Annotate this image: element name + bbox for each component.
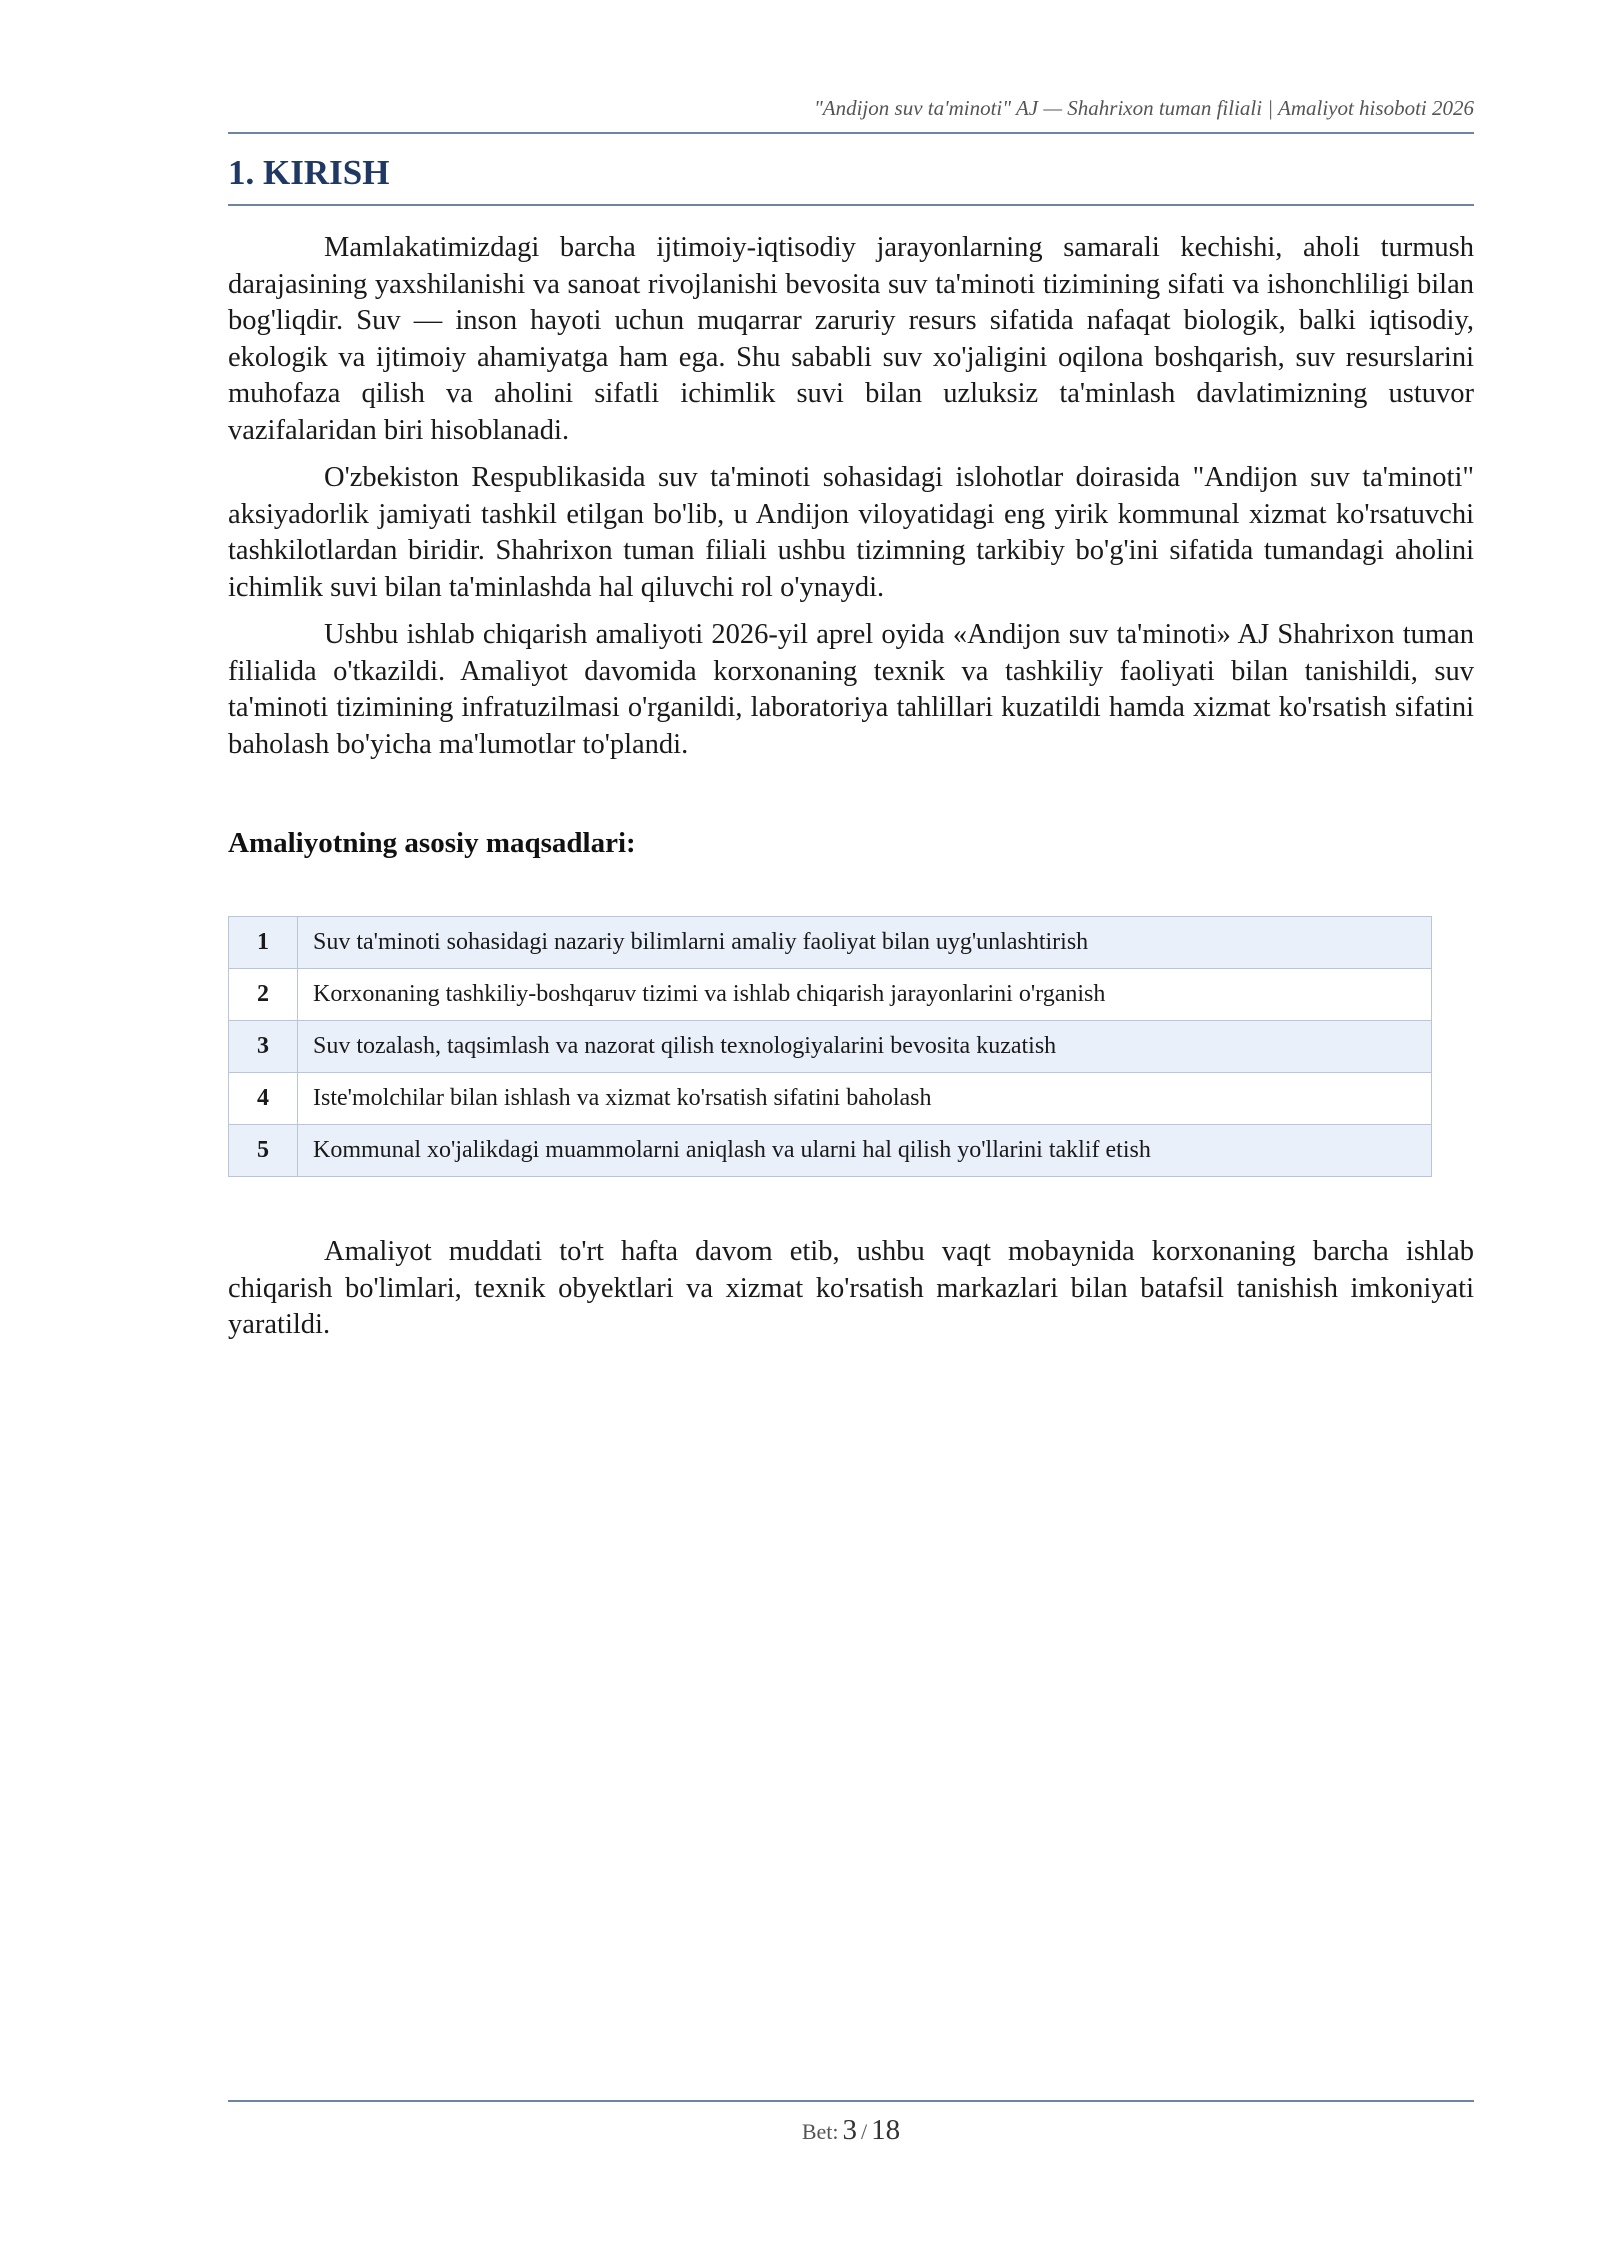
goal-text: Korxonaning tashkiliy-boshqaruv tizimi va ishlab chiqarish jarayonlarini o'rganish [298,969,1432,1021]
table-row [229,969,1432,1021]
total-pages-number: 18 [871,2114,901,2146]
goal-text: Kommunal xo'jalikdagi muammolarni aniqlash va ularni hal qilish yo'llarini taklif etish [298,1125,1432,1177]
header-divider [228,132,1474,134]
table-row [229,917,1432,969]
title-divider [228,204,1474,206]
goals-table [228,916,1432,1177]
goal-number: 2 [229,969,298,1021]
page-footer [228,2112,1474,2153]
table-row [229,1073,1432,1125]
paragraph: Mamlakatimizdagi barcha ijtimoiy-iqtisodiy jarayonlarning samarali kechishi, aholi turmush darajasining yaxshilanishi va sanoat rivojlanishi bevosita suv ta'minoti tizimining sifati va ishonchliligi bilan bog'liqdir. Suv — inson hayoti uchun muqarrar zaruriy resurs sifatida nafaqat biologik, balki iqtisodiy, ekologik va ijtimoiy ahamiyatga ham ega. Shu sababli suv xo'jaligini oqilona boshqarish, suv resurslarini muhofaza qilish va aholini sifatli ichimlik suvi bilan uzluksiz ta'minlash davlatimizning ustuvor vazifalaridan biri hisoblanadi. [228,232,1474,446]
closing-body [228,1234,1474,1355]
current-page-number: 3 [842,2114,858,2146]
goal-text: Iste'molchilar bilan ishlash va xizmat ko'rsatish sifatini baholash [298,1073,1432,1125]
intro-body [228,230,1474,774]
footer-divider [228,2100,1474,2102]
goal-number: 1 [229,917,298,969]
goal-text: Suv tozalash, taqsimlash va nazorat qilish texnologiyalarini bevosita kuzatish [298,1021,1432,1073]
table-row [229,1125,1432,1177]
goal-number: 3 [229,1021,298,1073]
page-label: Bet: [801,2119,839,2144]
document-page [228,0,1474,2262]
section-title: 1. KIRISH [228,153,390,192]
goal-text: Suv ta'minoti sohasidagi nazariy bilimlarni amaliy faoliyat bilan uyg'unlashtirish [298,917,1432,969]
paragraph: O'zbekiston Respublikasida suv ta'minoti sohasidagi islohotlar doirasida "Andijon suv ta'minoti" aksiyadorlik jamiyati tashkil etilgan bo'lib, u Andijon viloyatidagi eng yirik kommunal xizmat ko'rsatuvchi tashkilotlardan biridir. Shahrixon tuman filiali ushbu tizimning tarkibiy bo'g'ini sifatida tumandagi aholini ichimlik suvi bilan ta'minlashda hal qiluvchi rol o'ynaydi. [228,462,1474,603]
closing-paragraph: Amaliyot muddati to'rt hafta davom etib, ushbu vaqt mobaynida korxonaning barcha ishlab chiqarish bo'limlari, texnik obyektlari va xizmat ko'rsatish markazlari bilan batafsil tanishish imkoniyati yaratildi. [228,1236,1474,1340]
goals-heading: Amaliyotning asosiy maqsadlari: [228,827,636,859]
goal-number: 5 [229,1125,298,1177]
running-header: "Andijon suv ta'minoti" AJ — Shahrixon tuman filiali | Amaliyot hisoboti 2026 [813,96,1474,120]
table-row [229,1021,1432,1073]
goal-number: 4 [229,1073,298,1125]
page-separator: / [861,2119,868,2144]
paragraph: Ushbu ishlab chiqarish amaliyoti 2026-yil aprel oyida «Andijon suv ta'minoti» AJ Shahrixon tuman filialida o'tkazildi. Amaliyot davomida korxonaning texnik va tashkiliy faoliyati bilan tanishildi, suv ta'minoti tizimining infratuzilmasi o'rganildi, laboratoriya tahlillari kuzatildi hamda xizmat ko'rsatish sifatini baholash bo'yicha ma'lumotlar to'plandi. [228,619,1474,760]
